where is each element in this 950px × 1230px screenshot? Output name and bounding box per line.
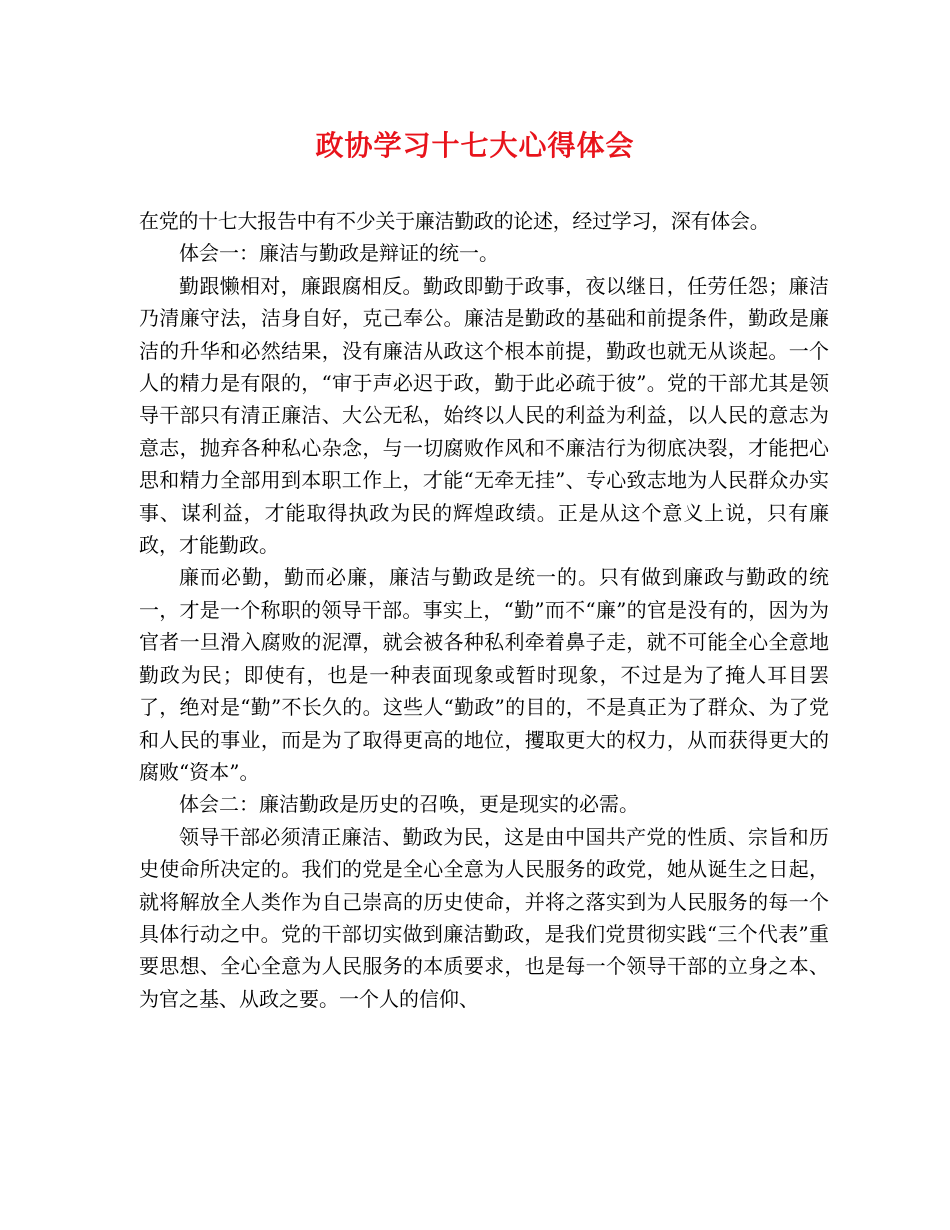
- document-title: 政协学习十七大心得体会: [315, 129, 635, 162]
- paragraph-heading-1: 体会一：廉洁与勤政是辩证的统一。: [179, 241, 499, 266]
- paragraph-heading-2: 体会二：廉洁勤政是历史的召唤，更是现实的必需。: [179, 792, 639, 817]
- paragraph-body-3: 领导干部必须清正廉洁、勤政为民，这是由中国共产党的性质、宗旨和历史使命所决定的。我们的党是全心全意为人民服务的政党，她从诞生之日起，就将解放全人类作为自己崇高的历史使命，并将之落实到为人民服务的每一个具体行动之中。党的干部切实做到廉洁勤政，是我们党贯彻实践“三个代表”重要思想、全心全意为人民服务的本质要求，也是每一个领导干部的立身之本、为官之基、从政之要。一个人的信仰、: [139, 824, 829, 1011]
- paragraph-body-1: 勤跟懒相对，廉跟腐相反。勤政即勤于政事，夜以继日，任劳任怨；廉洁乃清廉守法，洁身自好，克己奉公。廉洁是勤政的基础和前提条件，勤政是廉洁的升华和必然结果，没有廉洁从政这个根本前提，勤政也就无从谈起。一个人的精力是有限的，“审于声必迟于政，勤于此必疏于彼”。党的干部尤其是领导干部只有清正廉洁、大公无私，始终以人民的利益为利益，以人民的意志为意志，抛弃各种私心杂念，与一切腐败作风和不廉洁行为彻底决裂，才能把心思和精力全部用到本职工作上，才能“无牵无挂”、专心致志地为人民群众办实事、谋利益，才能取得执政为民的辉煌政绩。正是从这个意义上说，只有廉政，才能勤政。: [139, 273, 829, 558]
- paragraph-body-2: 廉而必勤，勤而必廉，廉洁与勤政是统一的。只有做到廉政与勤政的统一，才是一个称职的领导干部。事实上，“勤”而不“廉”的官是没有的，因为为官者一旦滑入腐败的泥潭，就会被各种私利牵着鼻子走，就不可能全心全意地勤政为民；即使有，也是一种表面现象或暂时现象，不过是为了掩人耳目罢了，绝对是“勤”不长久的。这些人“勤政”的目的，不是真正为了群众、为了党和人民的事业，而是为了取得更高的地位，攫取更大的权力，从而获得更大的腐败“资本”。: [139, 565, 829, 784]
- paragraph-intro: 在党的十七大报告中有不少关于廉洁勤政的论述，经过学习，深有体会。: [139, 209, 770, 233]
- document-body: [139, 205, 829, 1015]
